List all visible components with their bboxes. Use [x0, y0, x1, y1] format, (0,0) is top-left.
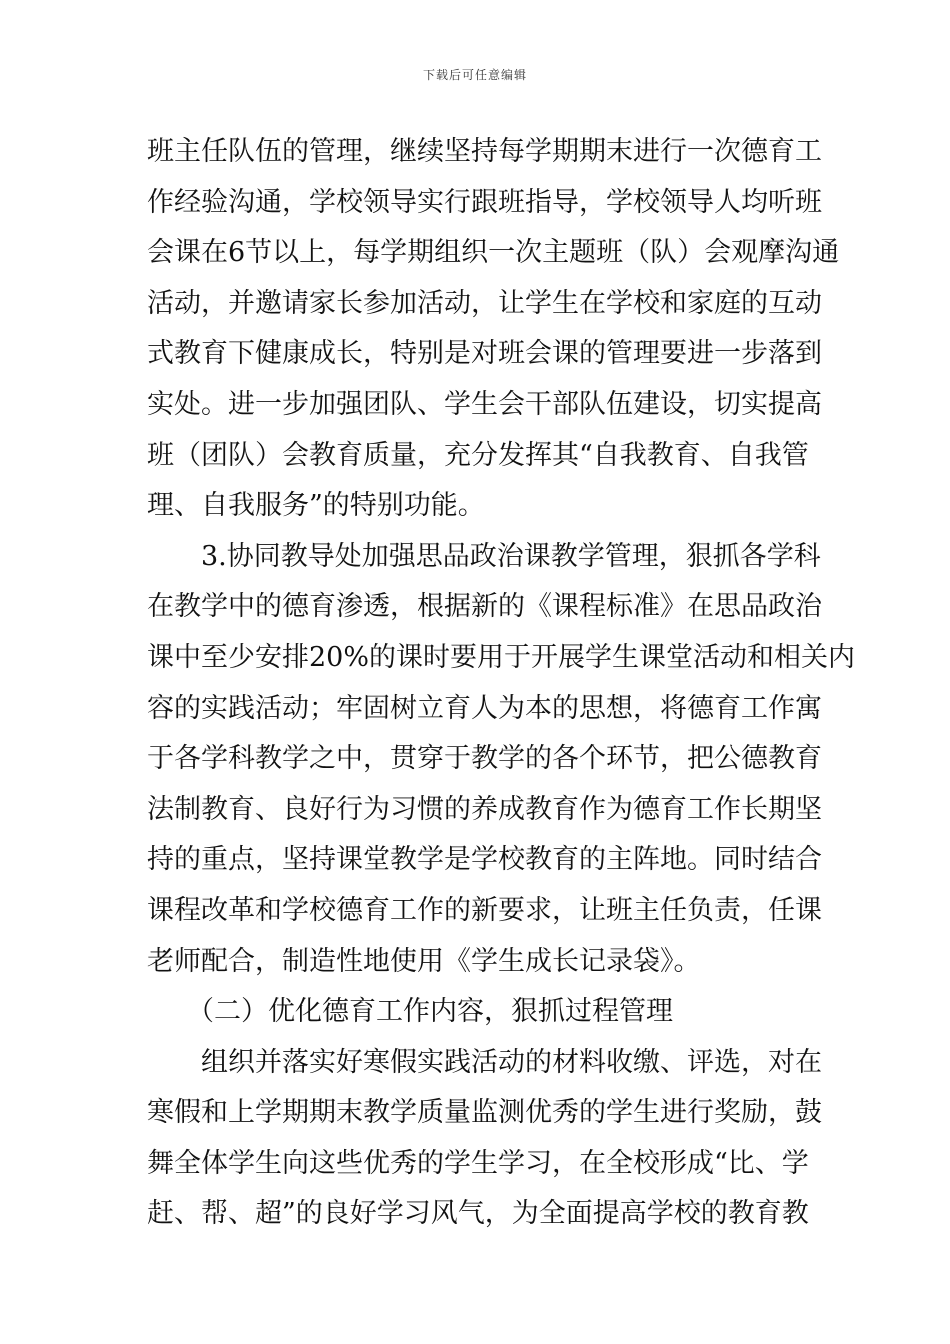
- text-line: 课程改革和学校德育工作的新要求，让班主任负责，任课: [147, 894, 822, 926]
- paragraph-start-line: 3.协同教导处加强思品政治课教学管理，狠抓各学科: [201, 540, 821, 572]
- text-line: 寒假和上学期期末教学质量监测优秀的学生进行奖励，鼓: [147, 1097, 822, 1129]
- text-line: 课中至少安排20%的课时要用于开展学生课堂活动和相关内: [147, 641, 856, 673]
- text-line: 持的重点，坚持课堂教学是学校教育的主阵地。同时结合: [147, 844, 822, 876]
- text-line: 活动，并邀请家长参加活动，让学生在学校和家庭的互动: [147, 287, 822, 319]
- document-body: [147, 127, 856, 1240]
- text-line: 班主任队伍的管理，继续坚持每学期期末进行一次德育工: [147, 136, 822, 167]
- text-line: 赶、帮、超”的良好学习风气，为全面提高学校的教育教: [147, 1198, 809, 1230]
- section-heading: （二）优化德育工作内容，狠抓过程管理: [187, 996, 673, 1028]
- text-line: 于各学科教学之中，贯穿于教学的各个环节，把公德教育: [147, 743, 822, 775]
- text-line: 容的实践活动；牢固树立育人为本的思想，将德育工作寓: [147, 692, 822, 724]
- paragraph-start-line: 组织并落实好寒假实践活动的材料收缴、评选，对在: [201, 1046, 822, 1078]
- text-line: 在教学中的德育渗透，根据新的《课程标准》在思品政治: [147, 591, 822, 623]
- page-header: 下载后可任意编辑: [422, 68, 527, 82]
- text-line: 舞全体学生向这些优秀的学生学习，在全校形成“比、学: [147, 1147, 809, 1179]
- text-line: 理、自我服务”的特别功能。: [147, 490, 485, 522]
- text-line: 作经验沟通，学校领导实行跟班指导，学校领导人均听班: [147, 186, 822, 218]
- text-line: 班（团队）会教育质量，充分发挥其“自我教育、自我管: [147, 439, 809, 471]
- text-line: 式教育下健康成长，特别是对班会课的管理要进一步落到: [147, 338, 822, 370]
- text-line: 老师配合，制造性地使用《学生成长记录袋》。: [147, 945, 701, 977]
- text-line: 法制教育、良好行为习惯的养成教育作为德育工作长期坚: [147, 793, 822, 825]
- text-line: 会课在6节以上，每学期组织一次主题班（队）会观摩沟通: [147, 237, 840, 269]
- text-line: 实处。进一步加强团队、学生会干部队伍建设，切实提高: [147, 388, 822, 420]
